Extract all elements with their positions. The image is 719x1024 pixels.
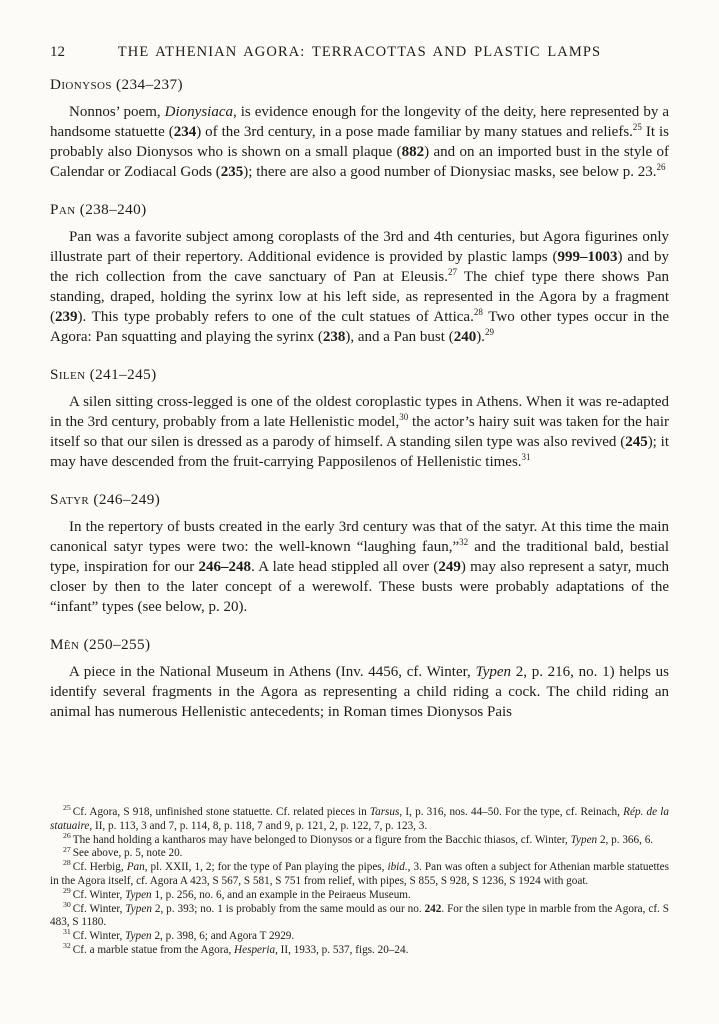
text-run: Cf. Winter, xyxy=(72,902,126,915)
text-run: , I, p. 316, nos. 44–50. For the type, cf. Reinach, xyxy=(399,806,624,818)
footnote-number-26: 26 xyxy=(63,830,71,840)
text-run: 2, p. 393; no. 1 is probably from the same mould as our no. xyxy=(151,902,425,915)
page-header xyxy=(50,42,669,62)
text-run: ) and on an imported bust in the style of Calendar or Zodiacal Gods ( xyxy=(50,144,669,180)
section-heading-satyr: Satyr (246–249) xyxy=(50,491,161,508)
section-men xyxy=(50,635,669,722)
footnote-number-32: 32 xyxy=(63,941,71,951)
footnote-number-30: 30 xyxy=(63,899,71,909)
footnote-31 xyxy=(50,927,669,944)
text-run: ) and by the rich collection from the cave sanctuary of Pan at Eleusis. xyxy=(50,249,669,285)
text-run: ); there are also a good number of Dionysiac masks, see below p. 23. xyxy=(243,164,657,180)
text-run: Rép. de la statuaire xyxy=(50,806,670,832)
text-run: The chief type there shows Pan standing, draped, holding the syrinx low at his left side, as represented in the Agora by a fragment ( xyxy=(50,269,669,325)
text-run: 25 xyxy=(632,122,642,132)
footnote-number-27: 27 xyxy=(63,844,71,854)
section-satyr xyxy=(50,490,669,617)
text-run: 2, p. 398, 6; and Agora T 2929. xyxy=(151,930,295,943)
text-run: . For the silen type in marble from the Agora, cf. S 483, S 1180. xyxy=(50,902,669,929)
text-run: A silen sitting cross-legged is one of the oldest coroplastic types in Athens. When it was re-adapted in the 3rd century, probably from a late Hellenistic model, xyxy=(50,394,669,430)
footnote-text-27 xyxy=(73,847,183,859)
text-run: 239 xyxy=(55,309,78,325)
text-run: The hand holding a kantharos may have belonged to Dionysos or a figure from the Bacchic thiasos, cf. Winter, xyxy=(72,833,571,846)
text-run: Tarsus xyxy=(369,806,400,818)
text-run: Cf. a marble statue from the Agora, xyxy=(72,943,235,956)
footnote-number-28: 28 xyxy=(63,858,71,868)
text-run: In the repertory of busts created in the early 3rd century was that of the satyr. At this time the main canonical satyr types were two: the well-known “laughing faun,” xyxy=(50,519,669,555)
text-run: 238 xyxy=(322,329,346,345)
footnote-26 xyxy=(50,830,669,848)
footnote-text-32 xyxy=(73,944,409,956)
footnote-27 xyxy=(50,844,669,861)
footnote-text-25 xyxy=(50,806,669,832)
text-run: 30 xyxy=(399,412,409,422)
text-run: 242 xyxy=(424,902,442,915)
text-run: 249 xyxy=(438,559,461,575)
footnote-text-30 xyxy=(50,903,669,929)
text-run: 2, p. 366, 6. xyxy=(597,833,654,846)
text-run: Pan was a favorite subject among coroplasts of the 3rd and 4th centuries, but Agora figurines only illustrate part of their repertory. Additional evidence is provided by plastic lamps ( xyxy=(50,229,669,265)
text-run: 246–248 xyxy=(198,559,252,575)
footnote-text-26 xyxy=(73,834,653,846)
text-run: Typen xyxy=(125,930,152,943)
text-run: and the traditional bald, bestial type, inspiration for our xyxy=(50,539,669,575)
text-run: It is probably also Dionysos who is shown on a small plaque ( xyxy=(50,124,669,160)
text-run: . A late head stippled all over ( xyxy=(251,559,439,575)
footnote-32 xyxy=(50,941,669,958)
footnotes-block xyxy=(50,803,670,958)
text-run: 2, p. 216, no. 1) helps us identify several fragments in the Agora as representing a child riding a cock. The child riding an animal has numerous Hellenistic antecedents; in Roman times Dionysos Pais xyxy=(50,664,669,720)
text-run: Cf. Winter, xyxy=(72,888,126,901)
text-run: 999–1003 xyxy=(557,249,618,265)
text-run: 28 xyxy=(473,307,483,317)
text-run: 29 xyxy=(484,327,494,337)
text-run: Cf. Agora, S 918, unfinished stone statuette. Cf. related pieces in xyxy=(72,806,370,818)
text-run: 1, p. 256, no. 6, and an example in the Peiraeus Museum. xyxy=(151,888,411,901)
section-silen xyxy=(50,365,669,472)
page-number: 12 xyxy=(50,44,65,60)
text-run: 31 xyxy=(521,452,531,462)
section-paragraph-dionysos xyxy=(50,102,669,182)
footnote-number-31: 31 xyxy=(63,927,71,937)
text-run: ); it may have descended from the fruit-carrying Papposilenos of Hellenistic times. xyxy=(50,434,669,470)
section-paragraph-men xyxy=(50,662,669,722)
footnote-number-29: 29 xyxy=(63,886,71,896)
text-run: ibid. xyxy=(387,861,408,874)
text-run: 27 xyxy=(448,267,458,277)
text-run: ) of the 3rd century, in a pose made familiar by many statues and reliefs. xyxy=(196,124,633,140)
section-heading-dionysos: Dionysos (234–237) xyxy=(50,76,183,93)
text-run: , pl. XXII, 1, 2; for the type of Pan playing the pipes, xyxy=(144,861,388,874)
text-run: 26 xyxy=(656,162,666,172)
text-run: Hesperia xyxy=(234,943,276,956)
section-paragraph-silen xyxy=(50,392,669,472)
text-run: , is evidence enough for the longevity of the deity, here represented by a handsome statuette ( xyxy=(50,104,669,140)
text-run: , II, 1933, p. 537, figs. 20–24. xyxy=(275,943,409,956)
page-body xyxy=(50,62,669,804)
text-run: the actor’s hairy suit was taken for the hair itself so that our silen is dressed as a parody of himself. A standing silen type was also revived ( xyxy=(50,414,669,450)
text-run: Typen xyxy=(125,902,152,915)
text-run: Typen xyxy=(570,833,598,846)
text-run: ). xyxy=(476,329,485,345)
footnote-text-31 xyxy=(73,930,294,942)
section-heading-men: Mên (250–255) xyxy=(50,636,151,653)
text-run: 240 xyxy=(453,329,477,345)
footnote-25 xyxy=(50,803,670,834)
text-run: 32 xyxy=(459,537,469,547)
footnote-number-25: 25 xyxy=(63,803,71,813)
text-run: ), and a Pan bust ( xyxy=(345,329,454,345)
text-run: Dionysiaca xyxy=(164,104,233,120)
text-run: Two other types occur in the Agora: Pan squatting and playing the syrinx ( xyxy=(50,309,669,345)
text-run: Typen xyxy=(475,664,512,680)
text-run: ). This type probably refers to one of the cult statues of Attica. xyxy=(77,309,474,325)
footnote-28 xyxy=(50,858,669,889)
section-dionysos xyxy=(50,75,669,182)
text-run: 245 xyxy=(625,434,648,450)
running-title: THE ATHENIAN AGORA: TERRACOTTAS AND PLASTIC LAMPS xyxy=(117,44,602,60)
text-run: Typen xyxy=(125,888,152,901)
text-run: Nonnos’ poem, xyxy=(69,104,165,120)
text-run: A piece in the National Museum in Athens (Inv. 4456, cf. Winter, xyxy=(69,664,476,680)
section-paragraph-pan xyxy=(50,227,669,347)
text-run: Cf. Herbig, xyxy=(72,861,127,874)
text-run: , II, p. 113, 3 and 7, p. 114, 8, p. 118, 7 and 9, p. 121, 2, p. 122, 7, p. 123, 3. xyxy=(89,819,428,832)
section-pan xyxy=(50,200,669,347)
footnote-30 xyxy=(50,899,669,931)
footnote-text-29 xyxy=(73,889,411,901)
text-run: See above, p. 5, note 20. xyxy=(72,847,183,860)
section-heading-pan: Pan (238–240) xyxy=(50,201,147,218)
footnote-29 xyxy=(50,886,669,903)
text-run: 235 xyxy=(220,164,244,180)
text-run: Pan xyxy=(126,861,145,874)
text-run: , 3. Pan was often a subject for Athenian marble statuettes in the Agora itself, cf. Agora A 423, S 567, S 581, S 751 from relief, with pipes, S 855, S 928, S 1236, S 1924 with goat. xyxy=(50,861,669,887)
text-run: 882 xyxy=(401,144,425,160)
text-run: Cf. Winter, xyxy=(72,930,126,943)
text-run: ) may also represent a satyr, much closer by then to the later concept of a werewolf. These busts were probably adaptations of the “infant” types (see below, p. 20). xyxy=(50,559,669,615)
text-run: 234 xyxy=(173,124,197,140)
section-paragraph-satyr xyxy=(50,517,669,617)
section-heading-silen: Silen (241–245) xyxy=(50,366,157,383)
footnote-text-28 xyxy=(50,861,669,887)
